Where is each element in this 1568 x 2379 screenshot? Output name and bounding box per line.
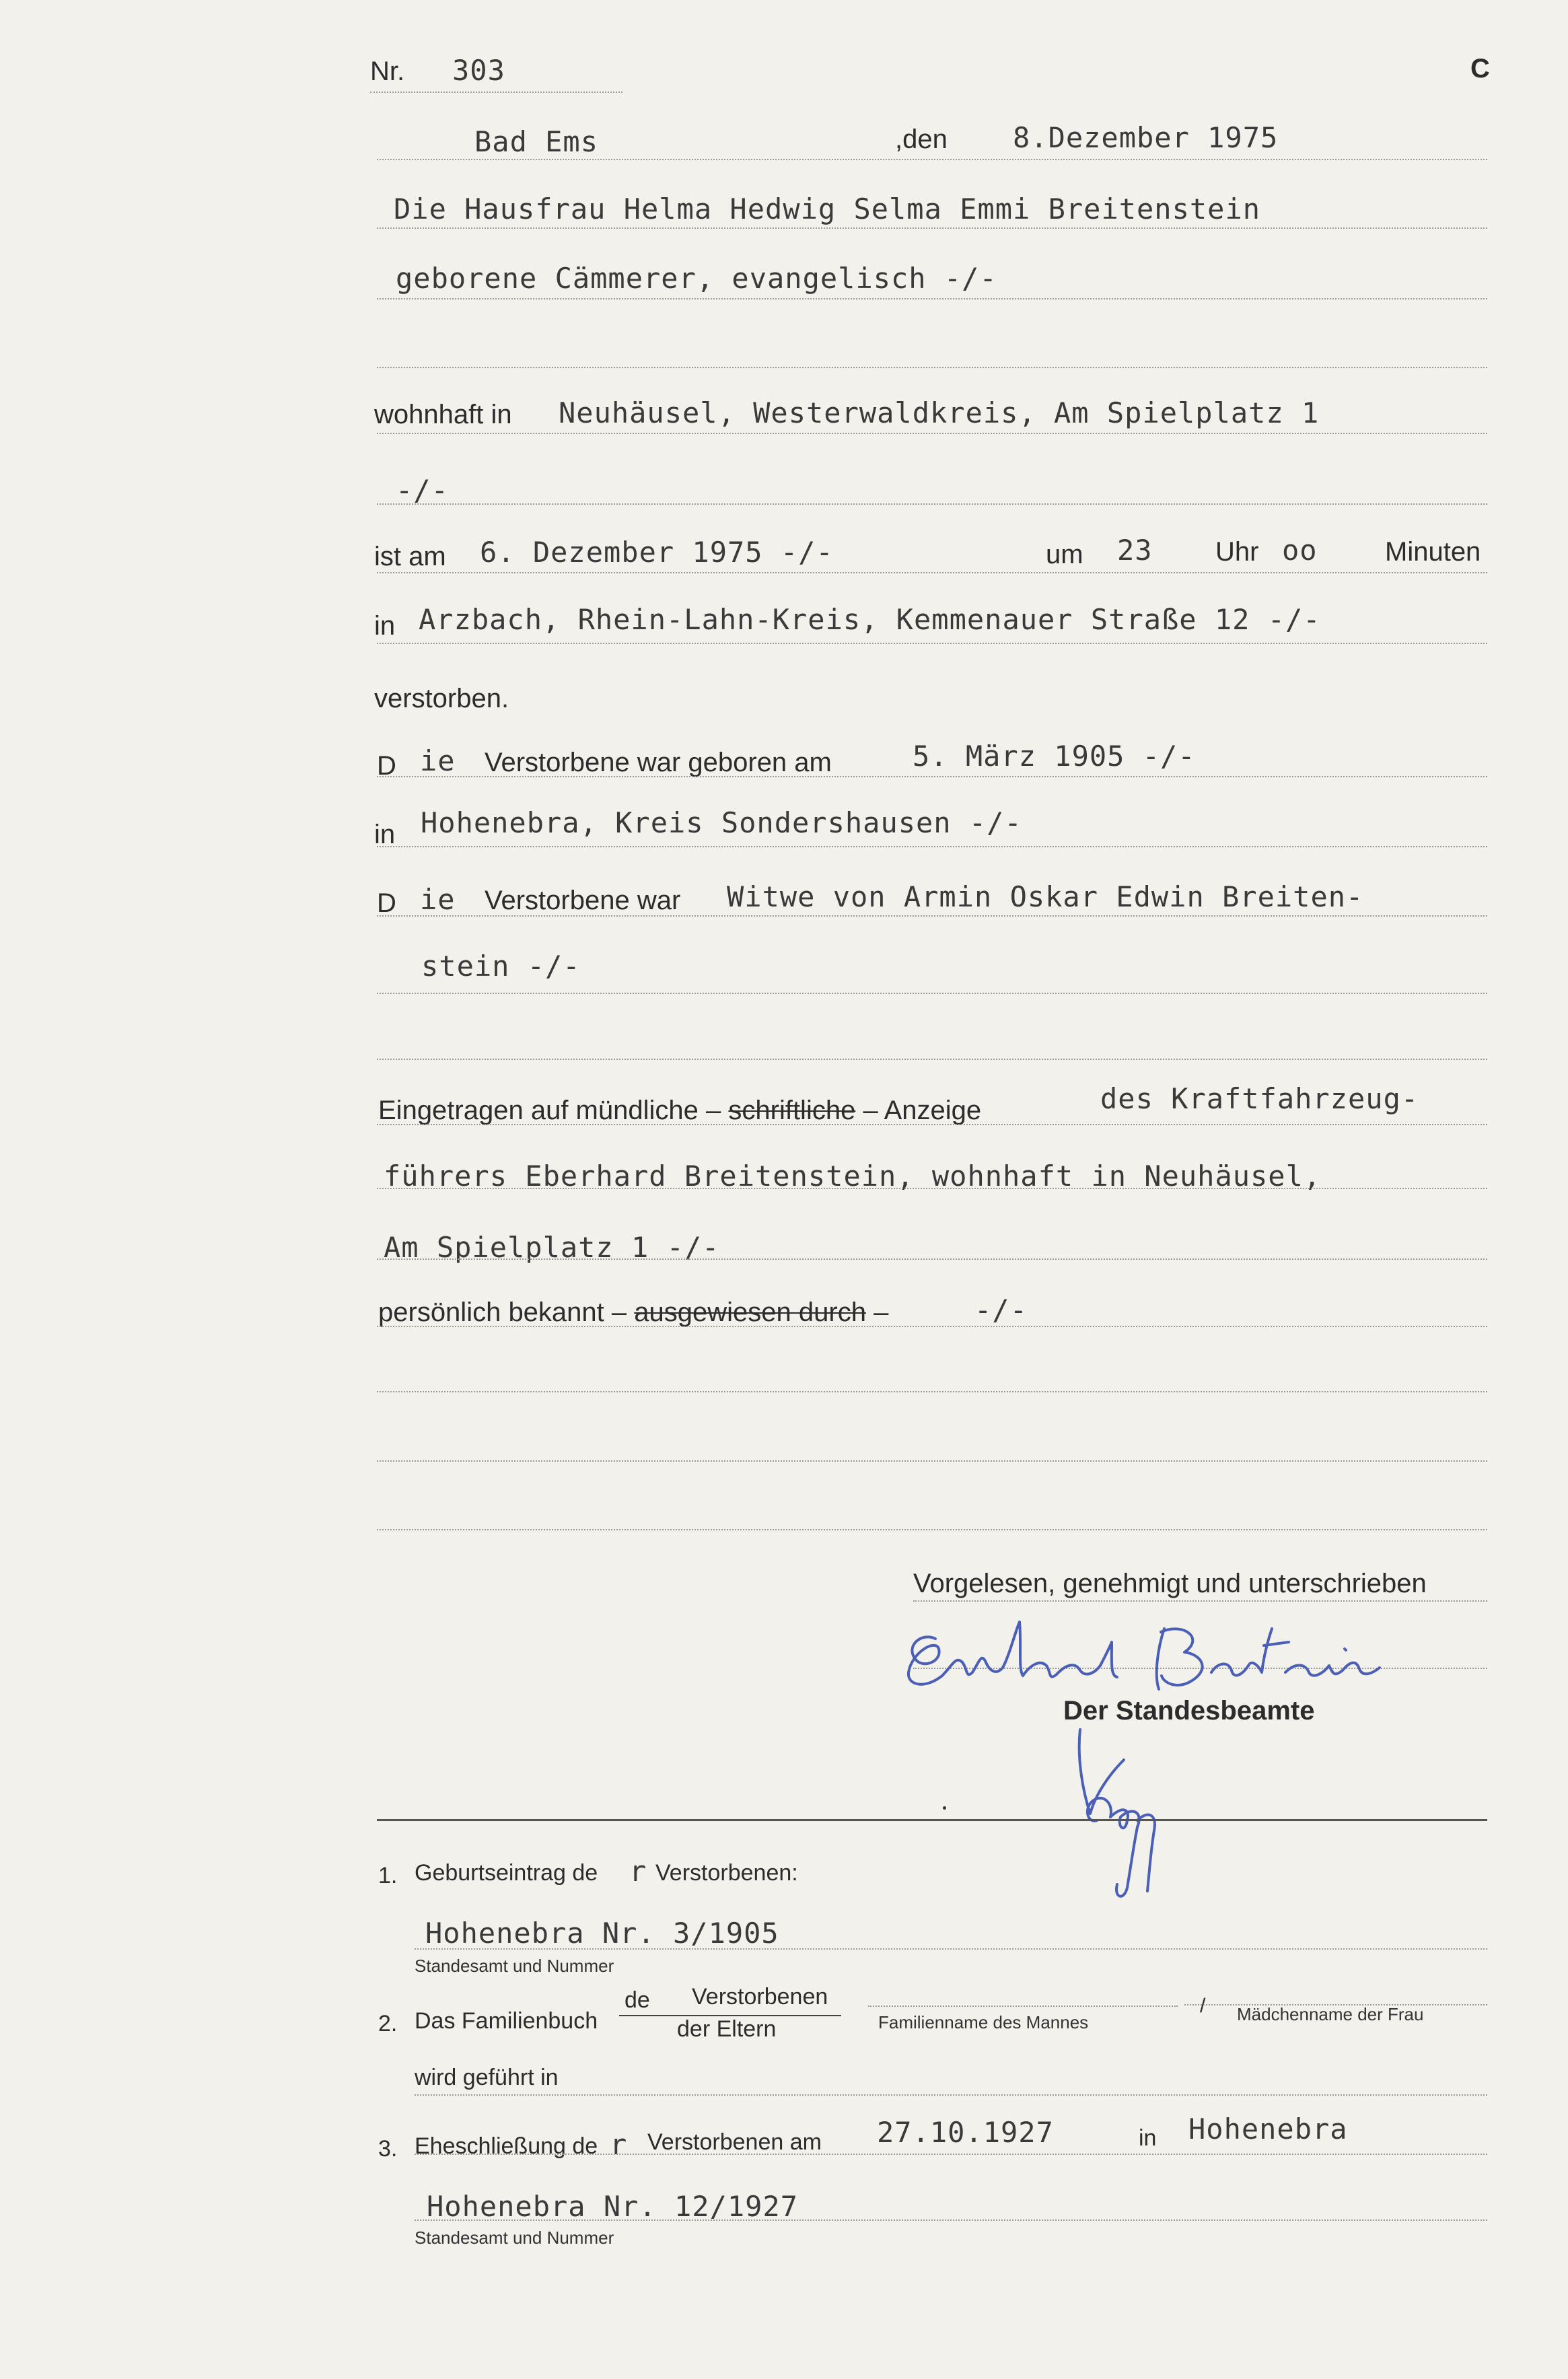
death-place: Arzbach, Rhein-Lahn-Kreis, Kemmenauer Straße 12 -/- xyxy=(419,603,1321,636)
dotted-line xyxy=(415,2094,1487,2096)
note-1-value: Hohenebra Nr. 3/1905 xyxy=(425,1917,779,1950)
struck-schriftliche: schriftliche xyxy=(728,1096,856,1125)
dotted-line xyxy=(377,643,1487,644)
note-2-de: de xyxy=(625,1987,650,2013)
dotted-line xyxy=(377,572,1487,573)
dotted-line xyxy=(415,2154,1487,2155)
note-3-value: Hohenebra Nr. 12/1927 xyxy=(427,2190,799,2223)
dotted-line xyxy=(377,1326,1487,1327)
dotted-line xyxy=(377,915,1487,917)
residence-value: Neuhäusel, Westerwaldkreis, Am Spielplatz 1 xyxy=(559,396,1320,429)
note-2-caption-wife: Mädchenname der Frau xyxy=(1237,2004,1424,2024)
dotted-line xyxy=(377,1258,1487,1260)
dotted-line xyxy=(415,2220,1487,2221)
informant-line-2: führers Eberhard Breitenstein, wohnhaft in Neuhäusel, xyxy=(384,1160,1322,1193)
dotted-line xyxy=(377,1460,1487,1462)
place-of-registry: Bad Ems xyxy=(474,125,599,158)
note-2-slash: / xyxy=(1200,1995,1206,2017)
note-1-label-2: Verstorbenen: xyxy=(655,1860,798,1886)
note-1-typed-r: r xyxy=(629,1855,647,1888)
marital-value-2: stein -/- xyxy=(421,950,581,983)
informant-line-3: Am Spielplatz 1 -/- xyxy=(384,1231,720,1264)
minuten-label: Minuten xyxy=(1385,537,1481,567)
birth-typed-ie: ie xyxy=(420,744,456,777)
section-divider xyxy=(377,1819,1487,1821)
um-label: um xyxy=(1046,540,1083,569)
verstorben-label: verstorben. xyxy=(374,684,509,713)
dotted-line xyxy=(377,503,1487,505)
dotted-line xyxy=(377,227,1487,229)
nr-value: 303 xyxy=(452,54,505,87)
dotted-line xyxy=(377,298,1487,299)
birth-prefix: D xyxy=(377,751,396,781)
dotted-line xyxy=(377,993,1487,994)
dotted-line xyxy=(377,367,1487,368)
note-2-option-deceased: Verstorbenen xyxy=(692,1984,828,2010)
informant-line-1: des Kraftfahrzeug- xyxy=(1100,1082,1419,1115)
note-3-in: in xyxy=(1139,2125,1157,2151)
dotted-line xyxy=(377,1529,1487,1530)
birth-label: Verstorbene war geboren am xyxy=(485,748,832,777)
registration-label-end: – Anzeige xyxy=(863,1096,982,1125)
death-hour: 23 xyxy=(1117,534,1153,567)
death-date: 6. Dezember 1975 -/- xyxy=(480,536,834,569)
dotted-line xyxy=(377,159,1487,160)
note-1-number: 1. xyxy=(378,1863,398,1888)
death-place-label: in xyxy=(374,611,396,641)
known-end: -/- xyxy=(974,1293,1028,1326)
dotted-line xyxy=(415,1948,1487,1950)
note-3-caption: Standesamt und Nummer xyxy=(415,2228,614,2248)
birth-date: 5. März 1905 -/- xyxy=(913,740,1196,773)
dotted-line xyxy=(377,1059,1487,1060)
registrar-signature xyxy=(1050,1719,1184,1908)
informant-signature xyxy=(895,1608,1406,1709)
den-label: ,den xyxy=(895,125,948,154)
note-2-caption-husband: Familienname des Mannes xyxy=(878,2012,1089,2032)
dotted-line xyxy=(913,1600,1487,1602)
note-3-label: Eheschließung de xyxy=(415,2133,598,2159)
person-line-1: Die Hausfrau Helma Hedwig Selma Emmi Breitenstein xyxy=(394,192,1261,225)
dotted-line xyxy=(377,433,1487,434)
marital-label: Verstorbene war xyxy=(485,886,681,915)
known-label-text: persönlich bekannt – xyxy=(378,1298,627,1327)
dotted-line xyxy=(377,1188,1487,1189)
death-minute: oo xyxy=(1282,534,1318,567)
registration-label-start: Eingetragen auf mündliche – xyxy=(378,1096,721,1125)
nr-label: Nr. xyxy=(370,57,405,86)
marital-value-1: Witwe von Armin Oskar Edwin Breiten- xyxy=(727,880,1364,913)
note-2-option-parents: der Eltern xyxy=(677,2016,777,2042)
birth-place-label: in xyxy=(374,820,396,849)
registration-date: 8.Dezember 1975 xyxy=(1013,121,1279,154)
death-date-label: ist am xyxy=(374,542,446,571)
birth-place: Hohenebra, Kreis Sondershausen -/- xyxy=(421,806,1022,839)
note-1-label: Geburtseintrag de xyxy=(415,1860,598,1886)
note-2-label-2: wird geführt in xyxy=(415,2065,559,2090)
note-3-marriage-date: 27.10.1927 xyxy=(877,2116,1054,2149)
registration-label xyxy=(378,1097,981,1124)
ink-dot xyxy=(943,1806,946,1810)
note-2-number: 2. xyxy=(378,2011,398,2036)
person-line-2: geborene Cämmerer, evangelisch -/- xyxy=(396,262,997,295)
dotted-line xyxy=(377,846,1487,847)
known-dash: – xyxy=(874,1298,889,1327)
note-2-label: Das Familienbuch xyxy=(415,2008,598,2034)
dotted-line xyxy=(377,1391,1487,1392)
note-3-label-2: Verstorbenen am xyxy=(647,2129,822,2155)
note-3-number: 3. xyxy=(378,2136,398,2162)
registrar-title: Der Standesbeamte xyxy=(1063,1696,1315,1726)
note-3-typed-r: r xyxy=(610,2128,628,2161)
marital-typed-ie: ie xyxy=(420,883,456,916)
known-label xyxy=(378,1299,888,1326)
dotted-line xyxy=(377,1124,1487,1125)
uhr-label: Uhr xyxy=(1215,537,1259,567)
dotted-line xyxy=(377,776,1487,777)
nr-dotted-line xyxy=(370,92,622,93)
note-1-caption: Standesamt und Nummer xyxy=(415,1956,614,1976)
note-3-marriage-place: Hohenebra xyxy=(1188,2112,1348,2145)
corner-letter: C xyxy=(1470,54,1490,83)
residence-continuation: -/- xyxy=(396,474,449,507)
struck-ausgewiesen: ausgewiesen durch xyxy=(634,1298,866,1327)
marital-prefix: D xyxy=(377,888,396,918)
dotted-line xyxy=(868,2005,1178,2007)
residence-label: wohnhaft in xyxy=(374,400,512,429)
read-approved-signed: Vorgelesen, genehmigt und unterschrieben xyxy=(913,1569,1427,1598)
